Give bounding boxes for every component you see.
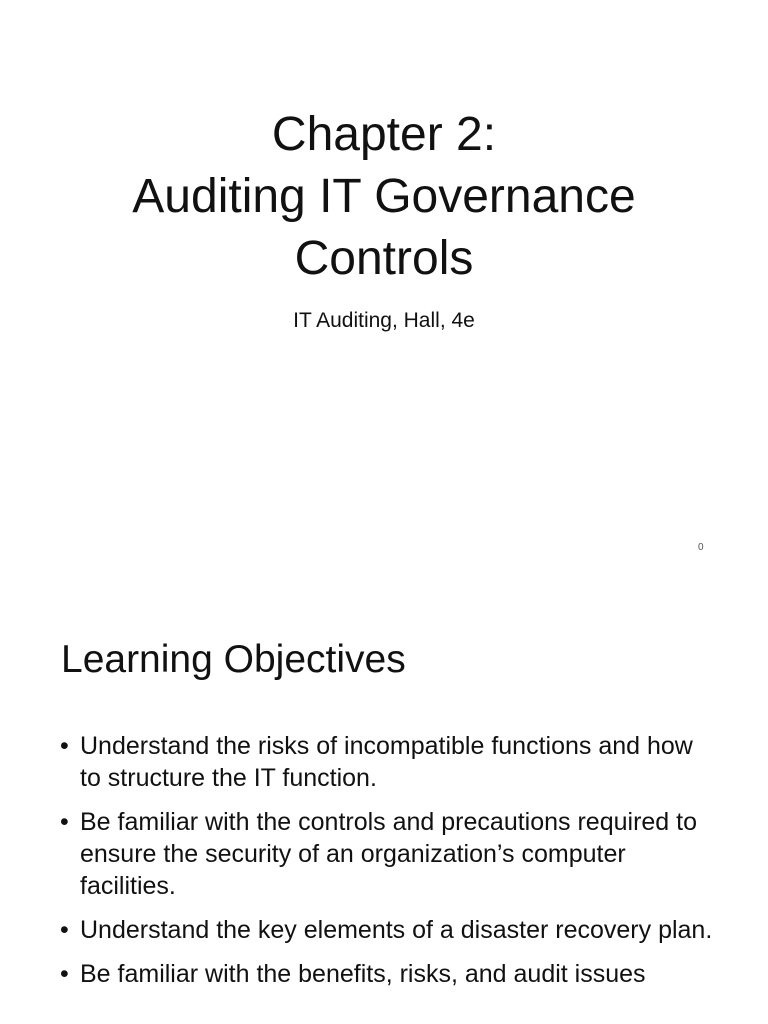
objective-item	[60, 914, 720, 946]
bullet-icon: •	[60, 808, 69, 836]
section-heading: Learning Objectives	[61, 638, 406, 681]
slide-number: 0	[698, 542, 704, 553]
bullet-icon: •	[60, 916, 69, 944]
objective-item	[60, 730, 720, 794]
chapter-title-line: Auditing IT Governance	[132, 170, 636, 223]
objective-item	[60, 958, 720, 990]
objective-text: Understand the risks of incompatible functions and how to structure the IT function.	[80, 732, 693, 792]
objective-text: Be familiar with the controls and precautions required to ensure the security of an organization’s computer facilities.	[80, 808, 697, 900]
bullet-icon: •	[60, 960, 69, 988]
chapter-title-line: Chapter 2:	[271, 108, 497, 161]
objective-text: Understand the key elements of a disaster recovery plan.	[80, 916, 713, 944]
book-subtitle: IT Auditing, Hall, 4e	[293, 309, 475, 332]
bullet-icon: •	[60, 732, 69, 760]
objectives-list	[60, 730, 720, 1002]
objective-item	[60, 806, 720, 902]
learning-objectives-slide	[0, 590, 768, 1024]
chapter-title	[0, 104, 768, 290]
objective-text: Be familiar with the benefits, risks, and audit issues	[80, 960, 646, 988]
chapter-title-line: Controls	[294, 232, 474, 285]
